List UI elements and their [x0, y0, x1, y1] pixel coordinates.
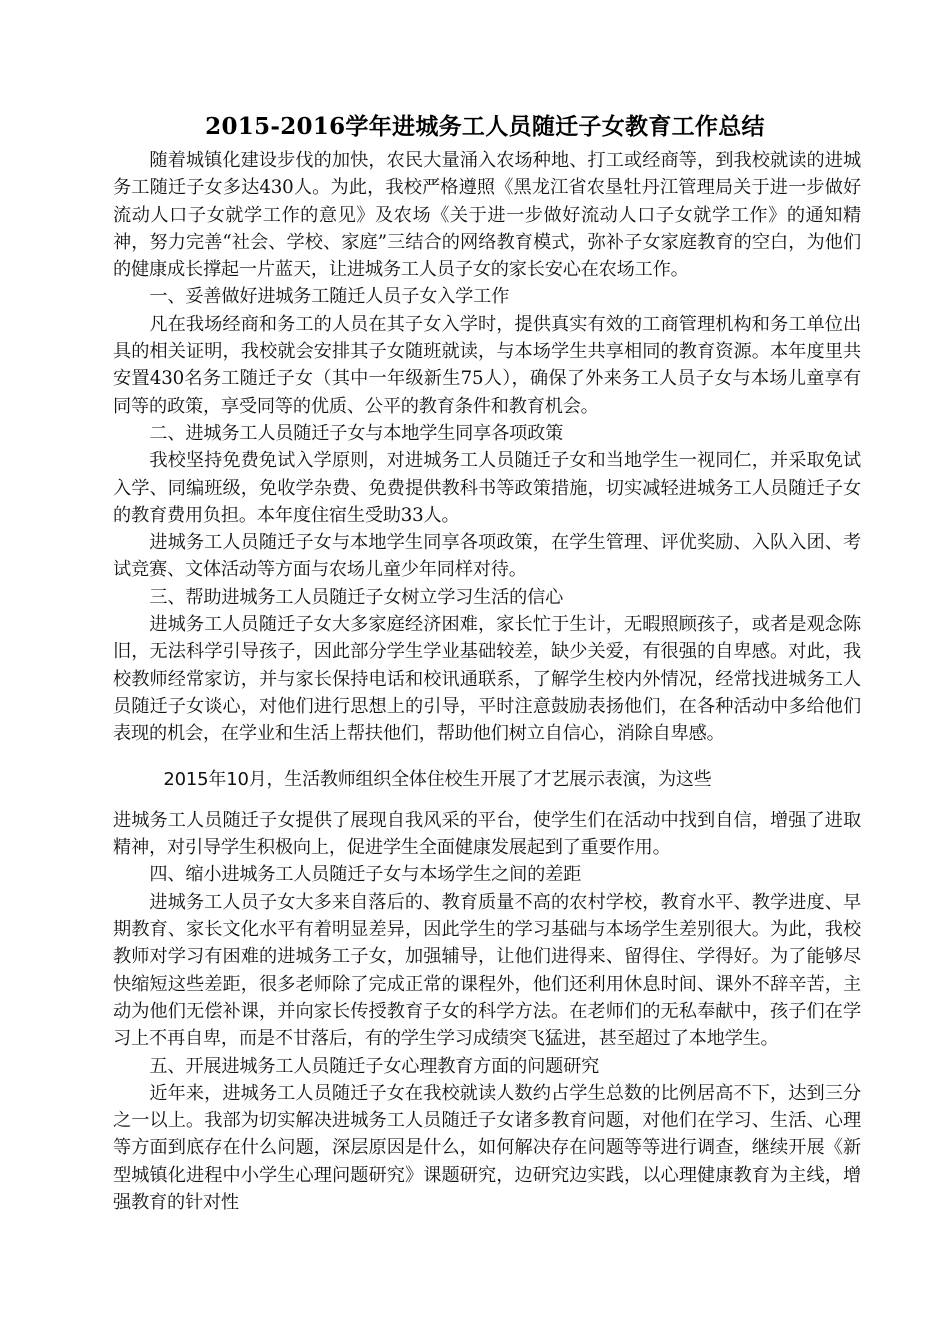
section-heading-1: 一、妥善做好进城务工随迁人员子女入学工作 [149, 286, 510, 308]
section-heading-3: 三、帮助进城务工人员随迁子女树立学习生活的信心 [149, 586, 564, 608]
section-heading-4: 四、缩小进城务工人员随迁子女与本场学生之间的差距 [149, 864, 582, 886]
paragraph: 凡在我场经商和务工的人员在其子女入学时，提供真实有效的工商管理机构和务工单位出具的相关证明，我校就会安排其子女随班就读，与本场学生共享相同的教育资源。本年度里共安置430名务工随迁子女（其中一年级新生75人），确保了外来务工人员子女与本场儿童享有同等的政策，享受同等的优质、公平的教育条件和教育机会。 [113, 313, 861, 417]
paragraph-intro: 随着城镇化建设步伐的加快，农民大量涌入农场种地、打工或经商等，到我校就读的进城务工随迁子女多达430人。为此，我校严格遵照《黑龙江省农垦牡丹江管理局关于进一步做好流动人口子女就学工作的意见》及农场《关于进一步做好流动人口子女就学工作》的通知精神，努力完善“社会、学校、家庭”三结合的网络教育模式，弥补子女家庭教育的空白，为他们的健康成长撑起一片蓝天，让进城务工人员子女的家长安心在农场工作。 [113, 150, 861, 281]
paragraph-event-line: 2015年10月，生活教师组织全体住校生开展了才艺展示表演，为这些 [163, 768, 712, 790]
paragraph: 进城务工人员子女大多来自落后的、教育质量不高的农村学校，教育水平、教学进度、早期教育、家长文化水平有着明显差异，因此学生的学习基础与本场学生差别很大。为此，我校教师对学习有困难的进城务工子女，加强辅导，让他们进得来、留得住、学得好。为了能够尽快缩短这些差距，很多老师除了完成正常的课程外，他们还利用休息时间、课外不辞辛苦，主动为他们无偿补课，并向家长传授教育子女的科学方法。在老师们的无私奉献中，孩子们在学习上不再自卑，而是不甘落后，有的学生学习成绩突飞猛进，甚至超过了本地学生。 [113, 891, 861, 1050]
section-heading-5: 五、开展进城务工人员随迁子女心理教育方面的问题研究 [149, 1055, 600, 1077]
paragraph: 进城务工人员随迁子女大多家庭经济困难，家长忙于生计，无暇照顾孩子，或者是观念陈旧，无法科学引导孩子，因此部分学生学业基础较差，缺少关爱，有很强的自卑感。对此，我校教师经常家访，并与家长保持电话和校讯通联系，了解学生校内外情况，经常找进城务工人员随迁子女谈心，对他们进行思想上的引导，平时注意鼓励表扬他们，在各种活动中多给他们表现的机会，在学业和生活上帮扶他们，帮助他们树立自信心，消除自卑感。 [113, 614, 861, 745]
section-heading-2: 二、进城务工人员随迁子女与本地学生同享各项政策 [149, 422, 564, 444]
paragraph: 近年来，进城务工人员随迁子女在我校就读人数约占学生总数的比例居高不下，达到三分之一以上。我部为切实解决进城务工人员随迁子女诸多教育问题，对他们在学习、生活、心理等方面到底存在什么问题，深层原因是什么，如何解决存在问题等等进行调查，继续开展《新型城镇化进程中小学生心理问题研究》课题研究，边研究边实践，以心理健康教育为主线，增强教育的针对性 [113, 1082, 861, 1213]
paragraph-continuation: 进城务工人员随迁子女提供了展现自我风采的平台，使学生们在活动中找到自信，增强了进取精神，对引导学生积极向上，促进学生全面健康发展起到了重要作用。 [113, 809, 861, 859]
paragraph: 进城务工人员随迁子女与本地学生同享各项政策，在学生管理、评优奖励、入队入团、考试竞赛、文体活动等方面与农场儿童少年同样对待。 [113, 532, 861, 581]
paragraph: 我校坚持免费免试入学原则，对进城务工人员随迁子女和当地学生一视同仁，并采取免试入学、同编班级，免收学杂费、免费提供教科书等政策措施，切实减轻进城务工人员随迁子女的教育费用负担。本年度住宿生受助33人。 [113, 450, 861, 526]
document-body [113, 147, 861, 1216]
document-title: 2015-2016学年进城务工人员随迁子女教育工作总结 [205, 113, 765, 140]
